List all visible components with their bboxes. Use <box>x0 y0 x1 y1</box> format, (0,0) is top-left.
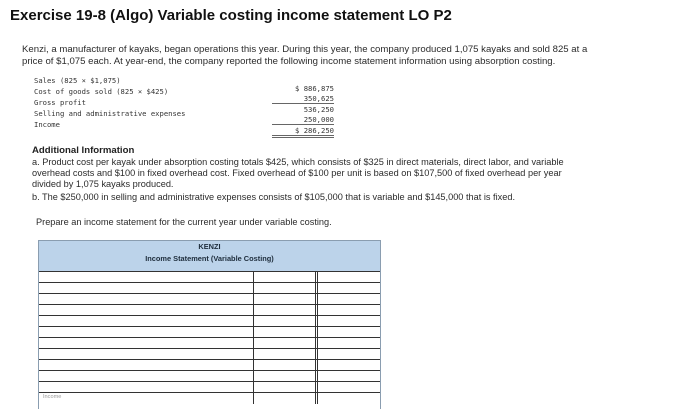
problem-description <box>22 44 622 68</box>
table-row-income <box>39 392 380 404</box>
stmt-value-selling-admin: 250,000 <box>272 115 334 125</box>
stmt-value-cogs: 350,625 <box>272 94 334 104</box>
stmt-label-income: Income <box>34 120 60 129</box>
variable-costing-answer-table <box>38 240 381 409</box>
income-amount-input[interactable] <box>253 393 316 404</box>
stmt-label-gross-profit: Gross profit <box>34 98 86 107</box>
additional-info-a-line-3: divided by 1,075 kayaks produced. <box>32 179 174 189</box>
income-label-cell[interactable] <box>39 393 253 404</box>
statement-subtitle: Income Statement (Variable Costing) <box>145 254 274 263</box>
instruction-prepare: Prepare an income statement for the current year under variable costing. <box>36 217 332 227</box>
stmt-value-sales: $ 886,875 <box>295 84 334 93</box>
additional-info-b: b. The $250,000 in selling and administrative expenses consists of $105,000 that is variable and $145,000 that is fixed. <box>32 192 515 202</box>
problem-line-1: Kenzi, a manufacturer of kayaks, began operations this year. During this year, the company produced 1,075 kayaks and sold 825 at a <box>22 44 588 55</box>
additional-info-title: Additional Information <box>32 145 135 156</box>
additional-info-a-line-1: a. Product cost per kayak under absorption costing totals $425, which consists of $325 in direct materials, direct labor, and variable <box>32 157 564 167</box>
additional-info-a-line-2: overhead costs and $100 in fixed overhead cost. Fixed overhead of $100 per unit is based on $107,500 of fixed overhead per year <box>32 168 562 178</box>
stmt-label-sales: Sales (825 × $1,075) <box>34 76 121 85</box>
company-name: KENZI <box>198 242 221 251</box>
income-row-label: Income <box>43 394 62 400</box>
stmt-label-selling-admin: Selling and administrative expenses <box>34 109 186 118</box>
page-title: Exercise 19-8 (Algo) Variable costing income statement LO P2 <box>10 7 452 24</box>
stmt-value-gross-profit: 536,250 <box>303 105 334 114</box>
table-header <box>39 240 380 272</box>
stmt-value-income: $ 286,250 <box>272 126 334 138</box>
stmt-label-cogs: Cost of goods sold (825 × $425) <box>34 87 169 96</box>
income-total-input[interactable] <box>317 393 380 404</box>
problem-line-2: price of $1,075 each. At year-end, the company reported the following income statement information using absorption costing. <box>22 56 556 67</box>
